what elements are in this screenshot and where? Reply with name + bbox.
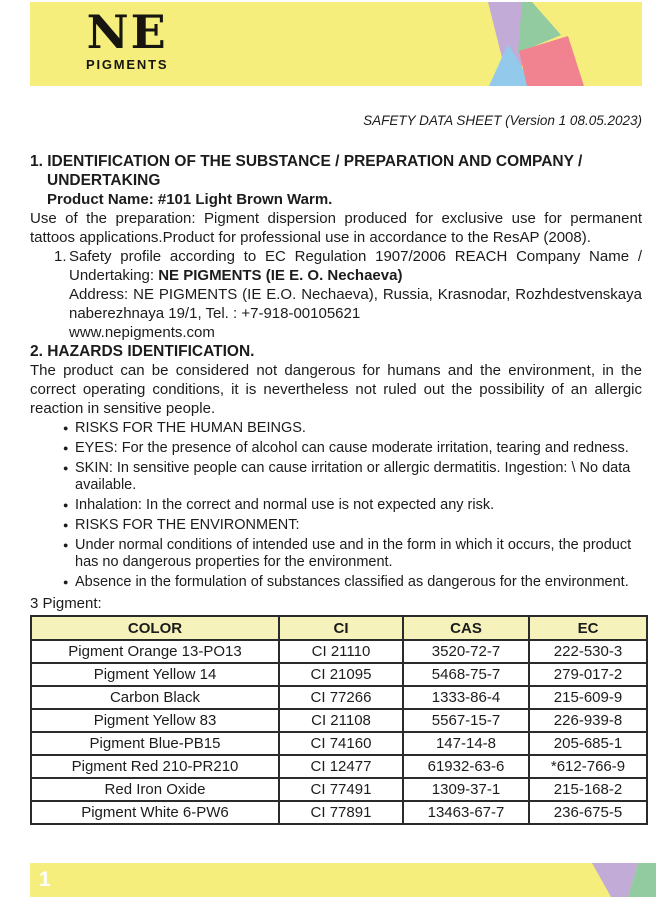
bullet-icon: ● (63, 540, 69, 550)
footer-deco-shapes (30, 863, 660, 897)
cell-ec: 215-609-9 (529, 686, 647, 709)
table-row (31, 732, 647, 755)
company-name-bold: NE PIGMENTS (IE E. O. Nechaeva) (158, 267, 403, 284)
section1-heading-line2: UNDERTAKING (47, 172, 161, 189)
table-row (31, 801, 647, 824)
cell-color: Pigment Red 210-PR210 (31, 755, 279, 778)
bullet-icon: ● (63, 443, 69, 453)
bullet-item (30, 517, 642, 534)
page-number: 1 (39, 868, 51, 891)
bullet-item (30, 440, 642, 457)
use-of-preparation-paragraph: Use of the preparation: Pigment dispersion produced for exclusive use for permanent tattoos applications.Product for professional use in accordance to the ResAP (2008). (30, 210, 642, 246)
bullet-text: Inhalation: In the correct and normal use is not expected any risk. (75, 497, 495, 513)
cell-color: Pigment Blue-PB15 (31, 732, 279, 755)
document-body (30, 152, 642, 825)
logo-primary-text: NE (86, 5, 168, 59)
cell-cas: 1309-37-1 (403, 778, 529, 801)
cell-cas: 1333-86-4 (403, 686, 529, 709)
cell-cas: 13463-67-7 (403, 801, 529, 824)
section1-heading-line1: 1. IDENTIFICATION OF THE SUBSTANCE / PREPARATION AND COMPANY / (30, 153, 583, 170)
table-row (31, 686, 647, 709)
table-row (31, 709, 647, 732)
bullet-icon: ● (63, 463, 69, 473)
cell-ec: 226-939-8 (529, 709, 647, 732)
bullet-icon: ● (63, 577, 69, 587)
col-header-ci: CI (279, 616, 403, 640)
hazards-intro-paragraph: The product can be considered not dangerous for humans and the environment, in the correct operating conditions, it is nevertheless not ruled out the possibility of an allergic reaction in sensitive people. (30, 362, 642, 417)
col-header-ec: EC (529, 616, 647, 640)
cell-color: Carbon Black (31, 686, 279, 709)
cell-ci: CI 74160 (279, 732, 403, 755)
bullet-icon: ● (63, 423, 69, 433)
safety-profile-text (69, 247, 642, 285)
cell-color: Red Iron Oxide (31, 778, 279, 801)
cell-cas: 61932-63-6 (403, 755, 529, 778)
pigment-table (30, 615, 648, 825)
doc-version-title: SAFETY DATA SHEET (Version 1 08.05.2023) (363, 113, 642, 128)
bullet-text: Under normal conditions of intended use and in the form in which it occurs, the product has no dangerous properties for the environment. (75, 537, 632, 570)
bullet-text: Absence in the formulation of substances classified as dangerous for the environment. (75, 574, 629, 590)
cell-ci: CI 77491 (279, 778, 403, 801)
cell-ec: 222-530-3 (529, 640, 647, 663)
cell-ec: 215-168-2 (529, 778, 647, 801)
cell-ec: 236-675-5 (529, 801, 647, 824)
cell-ci: CI 21095 (279, 663, 403, 686)
document-page (0, 2, 672, 897)
footer-bar (30, 863, 642, 897)
bullet-icon: ● (63, 500, 69, 510)
website-text: www.nepigments.com (69, 324, 215, 341)
cell-color: Pigment Yellow 14 (31, 663, 279, 686)
cell-cas: 147-14-8 (403, 732, 529, 755)
cell-color: Pigment White 6-PW6 (31, 801, 279, 824)
bullet-item (30, 537, 642, 571)
cell-ci: CI 12477 (279, 755, 403, 778)
section2-heading: 2. HAZARDS IDENTIFICATION. (30, 343, 255, 360)
bullet-text: RISKS FOR THE HUMAN BEINGS. (75, 420, 306, 436)
cell-ci: CI 77266 (279, 686, 403, 709)
product-name: Product Name: #101 Light Brown Warm. (47, 191, 333, 208)
bullet-text: EYES: For the presence of alcohol can cause moderate irritation, tearing and redness. (75, 440, 629, 456)
cell-ec: 279-017-2 (529, 663, 647, 686)
cell-color: Pigment Orange 13-PO13 (31, 640, 279, 663)
table-row (31, 640, 647, 663)
bullet-item (30, 497, 642, 514)
bullet-icon: ● (63, 520, 69, 530)
pigment-count-label: 3 Pigment: (30, 595, 102, 612)
cell-ci: CI 77891 (279, 801, 403, 824)
bullet-text: RISKS FOR THE ENVIRONMENT: (75, 517, 300, 533)
header-banner (30, 2, 642, 86)
table-row (31, 755, 647, 778)
hazards-bullet-list (30, 420, 642, 591)
cell-ec: *612-766-9 (529, 755, 647, 778)
logo-secondary-text: PIGMENTS (86, 57, 169, 72)
bullet-text: SKIN: In sensitive people can cause irritation or allergic dermatitis. Ingestion: \ No data available. (75, 460, 631, 493)
table-row (31, 778, 647, 801)
bullet-item (30, 460, 642, 494)
brand-logo (86, 5, 169, 72)
list-item-number: 1. (54, 248, 67, 265)
table-row (31, 663, 647, 686)
col-header-color: COLOR (31, 616, 279, 640)
safety-profile-text-normal: Safety profile according to EC Regulation 1907/2006 REACH Company Name / Undertaking: (69, 248, 642, 284)
cell-ci: CI 21108 (279, 709, 403, 732)
cell-cas: 5468-75-7 (403, 663, 529, 686)
table-header-row (31, 616, 647, 640)
bullet-item (30, 574, 642, 591)
cell-cas: 5567-15-7 (403, 709, 529, 732)
cell-ec: 205-685-1 (529, 732, 647, 755)
col-header-cas: CAS (403, 616, 529, 640)
safety-profile-list-item (30, 247, 642, 342)
bullet-item (30, 420, 642, 437)
cell-cas: 3520-72-7 (403, 640, 529, 663)
cell-ci: CI 21110 (279, 640, 403, 663)
address-line: Address: NE PIGMENTS (IE E.O. Nechaeva), Russia, Krasnodar, Rozhdestvenskaya naberezhnaya 19/1, Tel. : +7-918-00105621 (69, 286, 642, 322)
cell-color: Pigment Yellow 83 (31, 709, 279, 732)
